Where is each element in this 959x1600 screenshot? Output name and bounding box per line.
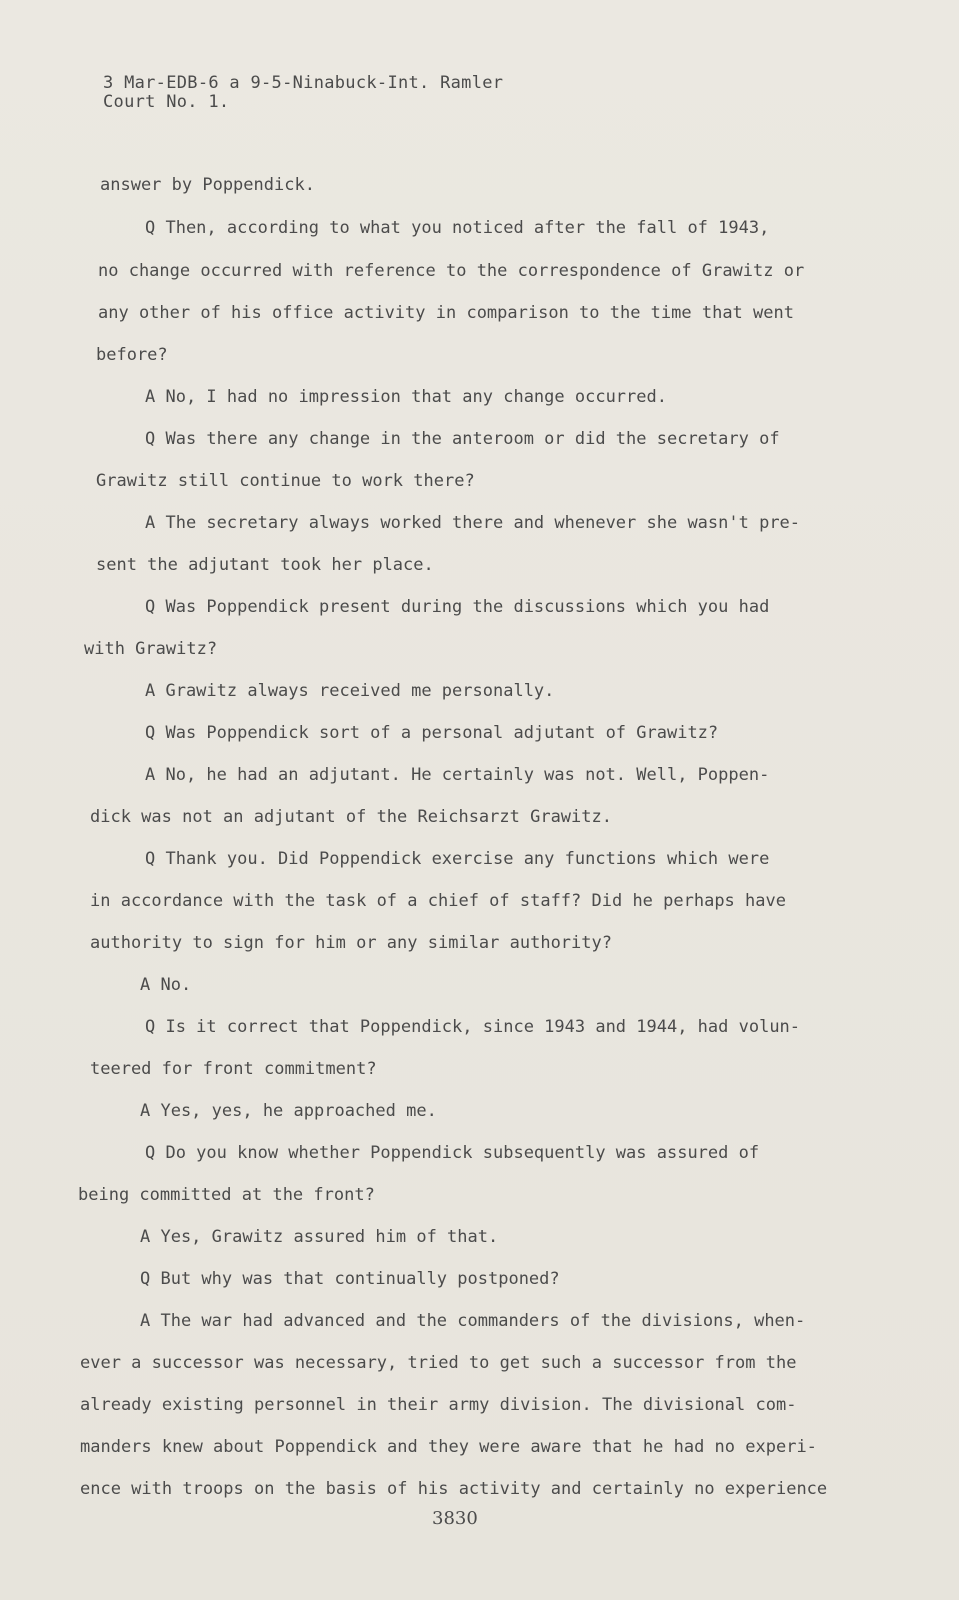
body-line-13: A Grawitz always received me personally.	[145, 681, 555, 701]
body-line-10: sent the adjutant took her place.	[96, 555, 434, 575]
body-line-18: in accordance with the task of a chief of staff? Did he perhaps have	[90, 891, 786, 911]
body-line-6: A No, I had no impression that any change occurred.	[145, 387, 667, 407]
body-line-20: A No.	[140, 975, 192, 995]
body-line-9: A The secretary always worked there and whenever she wasn't pre-	[145, 513, 801, 533]
body-line-3: no change occurred with reference to the correspondence of Grawitz or	[98, 261, 805, 281]
header-line-2: Court No. 1.	[103, 92, 230, 112]
body-line-5: before?	[96, 345, 168, 365]
body-line-16: dick was not an adjutant of the Reichsarzt Grawitz.	[90, 807, 612, 827]
body-line-19: authority to sign for him or any similar authority?	[90, 933, 612, 953]
body-line-28: A The war had advanced and the commanders of the divisions, when-	[140, 1311, 806, 1331]
body-line-7: Q Was there any change in the anteroom or did the secretary of	[145, 429, 780, 449]
body-line-31: manders knew about Poppendick and they were aware that he had no experi-	[80, 1437, 817, 1457]
page-number: 3830	[432, 1508, 478, 1529]
body-line-23: A Yes, yes, he approached me.	[140, 1101, 437, 1121]
body-line-17: Q Thank you. Did Poppendick exercise any functions which were	[145, 849, 770, 869]
body-line-32: ence with troops on the basis of his activity and certainly no experience	[80, 1479, 828, 1499]
body-line-25: being committed at the front?	[78, 1185, 375, 1205]
body-line-22: teered for front commitment?	[90, 1059, 377, 1079]
body-line-2: Q Then, according to what you noticed after the fall of 1943,	[145, 218, 770, 238]
body-line-14: Q Was Poppendick sort of a personal adjutant of Grawitz?	[145, 723, 719, 743]
body-line-11: Q Was Poppendick present during the discussions which you had	[145, 597, 770, 617]
body-line-24: Q Do you know whether Poppendick subsequently was assured of	[145, 1143, 760, 1163]
body-line-12: with Grawitz?	[84, 639, 218, 659]
body-line-15: A No, he had an adjutant. He certainly was not. Well, Poppen-	[145, 765, 770, 785]
body-line-26: A Yes, Grawitz assured him of that.	[140, 1227, 499, 1247]
body-line-29: ever a successor was necessary, tried to get such a successor from the	[80, 1353, 797, 1373]
body-line-1: answer by Poppendick.	[100, 175, 315, 195]
body-line-8: Grawitz still continue to work there?	[96, 471, 475, 491]
body-line-21: Q Is it correct that Poppendick, since 1943 and 1944, had volun-	[145, 1017, 801, 1037]
body-line-30: already existing personnel in their army division. The divisional com-	[80, 1395, 797, 1415]
body-line-4: any other of his office activity in comparison to the time that went	[98, 303, 794, 323]
header-line-1: 3 Mar-EDB-6 a 9-5-Ninabuck-Int. Ramler	[103, 73, 504, 93]
body-line-27: Q But why was that continually postponed?	[140, 1269, 560, 1289]
